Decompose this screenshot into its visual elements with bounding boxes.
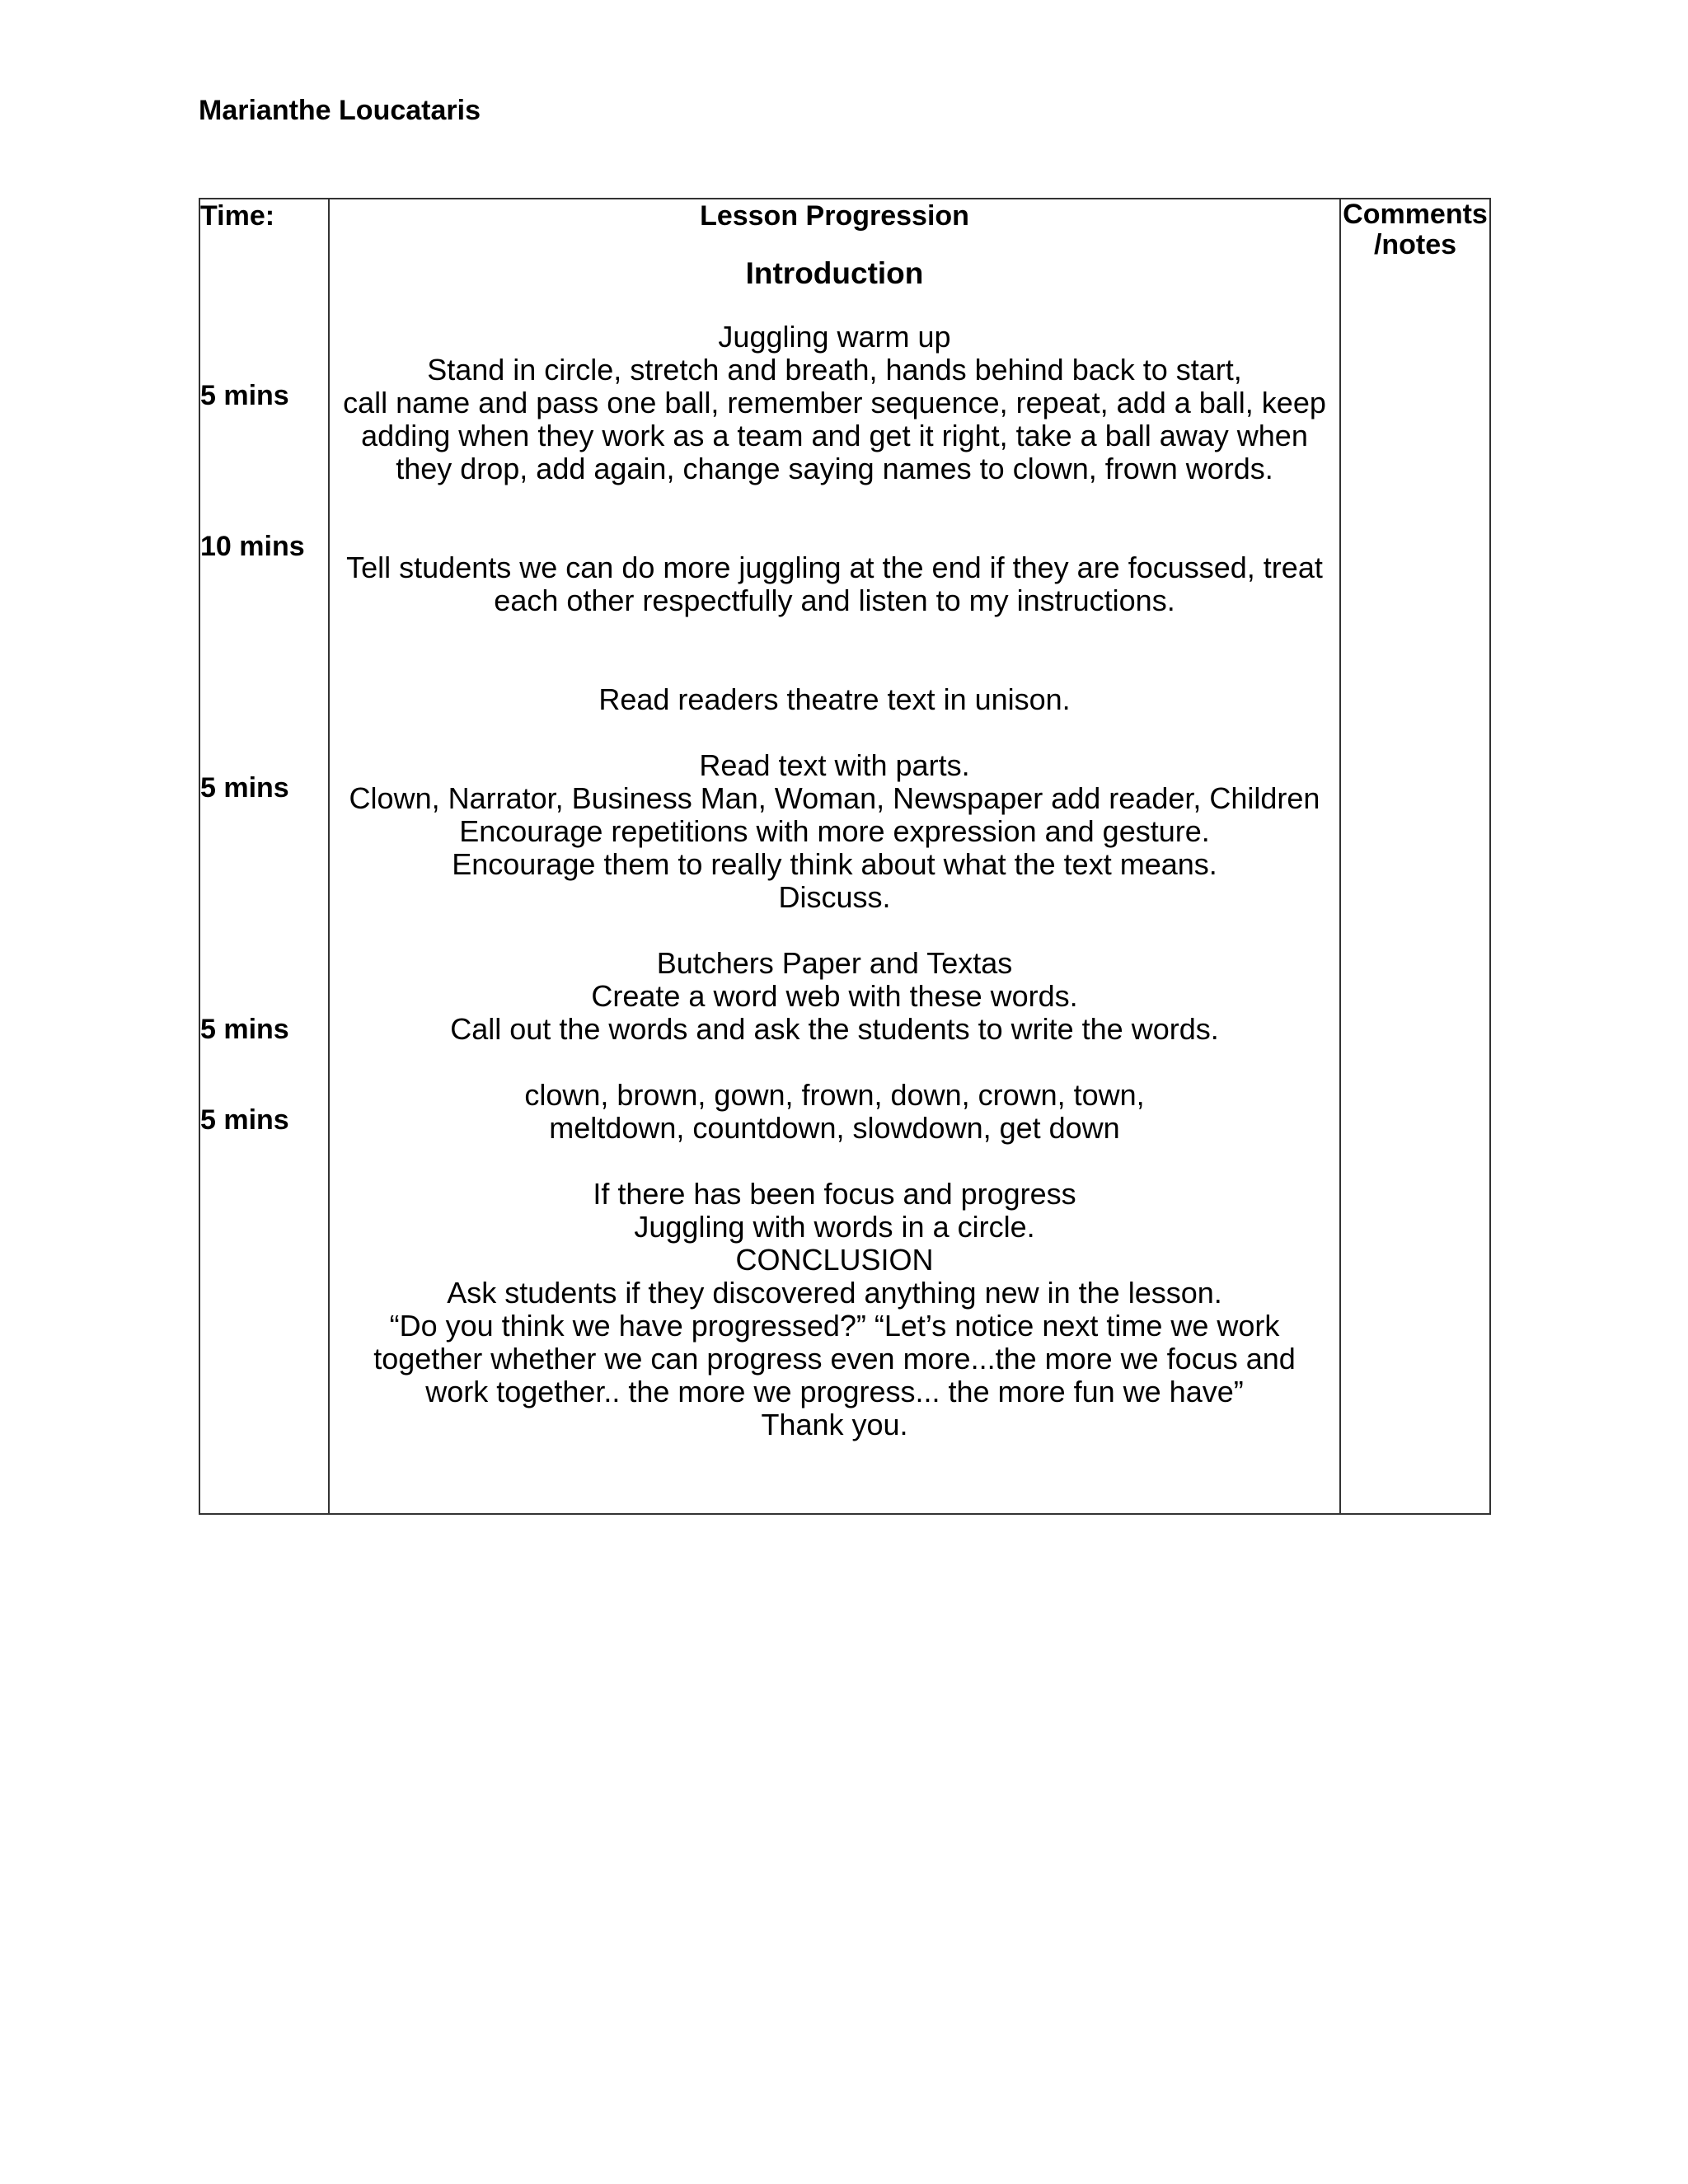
text-line: they drop, add again, change saying names to clown, frown words.	[396, 452, 1273, 485]
text-line: Stand in circle, stretch and breath, hands behind back to start,	[427, 353, 1242, 387]
text-line: each other respectfully and listen to my instructions.	[494, 583, 1175, 617]
unison-reading-block	[330, 683, 1339, 716]
text-line: Read text with parts.	[699, 748, 970, 782]
text-line: together whether we can progress even more...the more we focus and	[373, 1342, 1296, 1376]
text-line: Juggling with words in a circle.	[634, 1210, 1035, 1244]
lesson-plan-table	[199, 198, 1491, 1515]
text-line: clown, brown, gown, frown, down, crown, town,	[524, 1078, 1145, 1112]
text-line: If there has been focus and progress	[593, 1177, 1076, 1211]
time-entry: 5 mins	[200, 1104, 289, 1136]
comments-header	[1341, 199, 1489, 260]
parts-reading-block	[330, 749, 1339, 914]
time-header: Time:	[200, 200, 275, 232]
text-line: Encourage repetitions with more expression and gesture.	[459, 814, 1210, 848]
time-entry: 10 mins	[200, 531, 305, 562]
text-line: Tell students we can do more juggling at the end if they are focussed, treat	[346, 551, 1323, 584]
conclusion-block	[330, 1178, 1339, 1441]
comments-column	[1341, 199, 1489, 1513]
lesson-progression-column	[328, 199, 1341, 1513]
time-entry: 5 mins	[200, 1014, 289, 1045]
warmup-block	[330, 321, 1339, 485]
expectations-block	[330, 551, 1339, 617]
text-line: meltdown, countdown, slowdown, get down	[549, 1111, 1120, 1145]
comments-header-line: /notes	[1373, 229, 1457, 260]
introduction-heading: Introduction	[745, 256, 924, 290]
text-line: work together.. the more we progress... the more fun we have”	[425, 1375, 1244, 1408]
time-entry: 5 mins	[200, 772, 289, 804]
text-line: CONCLUSION	[735, 1243, 934, 1277]
author-name: Marianthe Loucataris	[199, 95, 481, 126]
text-line: Encourage them to really think about what the text means.	[452, 847, 1217, 881]
text-line: “Do you think we have progressed?” “Let’s notice next time we work	[389, 1309, 1280, 1343]
lesson-header: Lesson Progression	[700, 200, 969, 232]
text-line: Clown, Narrator, Business Man, Woman, Newspaper add reader, Children	[349, 781, 1320, 815]
word-list-block	[330, 1079, 1339, 1145]
text-line: Juggling warm up	[718, 320, 951, 354]
time-column	[200, 199, 328, 1513]
text-line: Butchers Paper and Textas	[656, 946, 1013, 980]
text-line: Create a word web with these words.	[591, 979, 1078, 1013]
text-line: Call out the words and ask the students to write the words.	[450, 1012, 1219, 1046]
text-line: adding when they work as a team and get it right, take a ball away when	[361, 419, 1308, 452]
text-line: call name and pass one ball, remember sequence, repeat, add a ball, keep	[343, 386, 1326, 419]
comments-header-line: Comments	[1343, 199, 1488, 230]
word-web-block	[330, 947, 1339, 1046]
text-line: Thank you.	[761, 1408, 908, 1441]
time-entry: 5 mins	[200, 380, 289, 411]
text-line: Discuss.	[778, 880, 891, 914]
text-line: Ask students if they discovered anything new in the lesson.	[447, 1276, 1222, 1310]
text-line: Read readers theatre text in unison.	[598, 682, 1071, 716]
